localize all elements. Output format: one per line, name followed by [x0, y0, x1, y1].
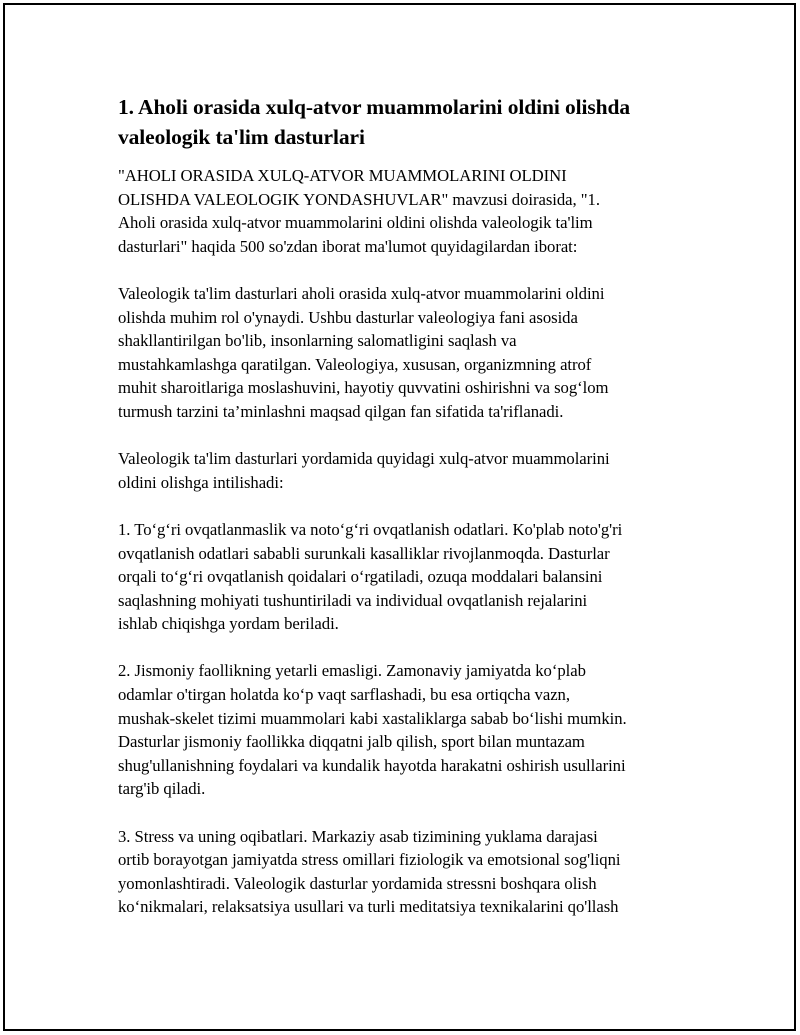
list-item-stress: [118, 825, 698, 919]
text-line: ortib borayotgan jamiyatda stress omillari fiziologik va emotsional sog'liqni: [118, 850, 621, 870]
text-line: 3. Stress va uning oqibatlari. Markaziy asab tizimining yuklama darajasi: [118, 826, 598, 846]
text-line: yomonlashtiradi. Valeologik dasturlar yordamida stressni boshqara olish: [118, 873, 597, 893]
text-line: dasturlari" haqida 500 so'zdan iborat ma'lumot quyidagilardan iborat:: [118, 236, 578, 256]
text-line: Aholi orasida xulq-atvor muammolarini oldini olishda valeologik ta'lim: [118, 213, 593, 233]
list-intro-paragraph: [118, 447, 698, 494]
text-line: muhit sharoitlariga moslashuvini, hayotiy quvvatini oshirishni va sog‘lom: [118, 378, 609, 398]
text-line: targ'ib qiladi.: [118, 779, 206, 799]
section-heading: [118, 92, 698, 152]
document-body: [118, 92, 698, 919]
text-line: "AHOLI ORASIDA XULQ-ATVOR MUAMMOLARINI OLDINI: [118, 166, 567, 185]
text-line: Valeologik ta'lim dasturlari aholi orasida xulq-atvor muammolarini oldini: [118, 283, 605, 303]
text-line: mushak-skelet tizimi muammolari kabi xastaliklarga sabab bo‘lishi mumkin.: [118, 708, 627, 728]
text-line: shug'ullanishning foydalari va kundalik hayotda harakatni oshirish usullarini: [118, 755, 626, 775]
text-line: ishlab chiqishga yordam beriladi.: [118, 614, 339, 634]
text-line: 2. Jismoniy faollikning yetarli emasligi. Zamonaviy jamiyatda ko‘plab: [118, 661, 586, 681]
list-item-nutrition: [118, 518, 698, 636]
text-line: 1. To‘g‘ri ovqatlanmaslik va noto‘g‘ri ovqatlanish odatlari. Ko'plab noto'g'ri: [118, 519, 623, 539]
heading-line: 1. Aholi orasida xulq-atvor muammolarini oldini olishda: [118, 95, 630, 119]
text-line: olishda muhim rol o'ynaydi. Ushbu dasturlar valeologiya fani asosida: [118, 307, 578, 327]
text-line: ovqatlanish odatlari sababli surunkali kasalliklar rivojlanmoqda. Dasturlar: [118, 543, 610, 563]
heading-line: valeologik ta'lim dasturlari: [118, 125, 365, 149]
valeology-role-paragraph: [118, 282, 698, 424]
intro-paragraph: [118, 164, 698, 258]
text-line: saqlashning mohiyati tushuntiriladi va individual ovqatlanish rejalarini: [118, 590, 588, 610]
text-line: ko‘nikmalari, relaksatsiya usullari va turli meditatsiya texnikalarini qo'llash: [118, 897, 619, 917]
text-line: orqali to‘g‘ri ovqatlanish qoidalari o‘rgatiladi, ozuqa moddalari balansini: [118, 567, 603, 587]
text-line: Dasturlar jismoniy faollikka diqqatni jalb qilish, sport bilan muntazam: [118, 732, 585, 752]
text-line: mustahkamlashga qaratilgan. Valeologiya, xususan, organizmning atrof: [118, 354, 592, 374]
text-line: Valeologik ta'lim dasturlari yordamida quyidagi xulq-atvor muammolarini: [118, 449, 610, 469]
text-line: OLISHDA VALEOLOGIK YONDASHUVLAR" mavzusi doirasida, "1.: [118, 189, 600, 209]
text-line: oldini olishga intilishadi:: [118, 472, 284, 492]
text-line: shakllantirilgan bo'lib, insonlarning salomatligini saqlash va: [118, 331, 517, 351]
text-line: turmush tarzini ta’minlashni maqsad qilgan fan sifatida ta'riflanadi.: [118, 401, 564, 421]
list-item-physical-activity: [118, 659, 698, 801]
text-line: odamlar o'tirgan holatda ko‘p vaqt sarflashadi, bu esa ortiqcha vazn,: [118, 685, 570, 705]
